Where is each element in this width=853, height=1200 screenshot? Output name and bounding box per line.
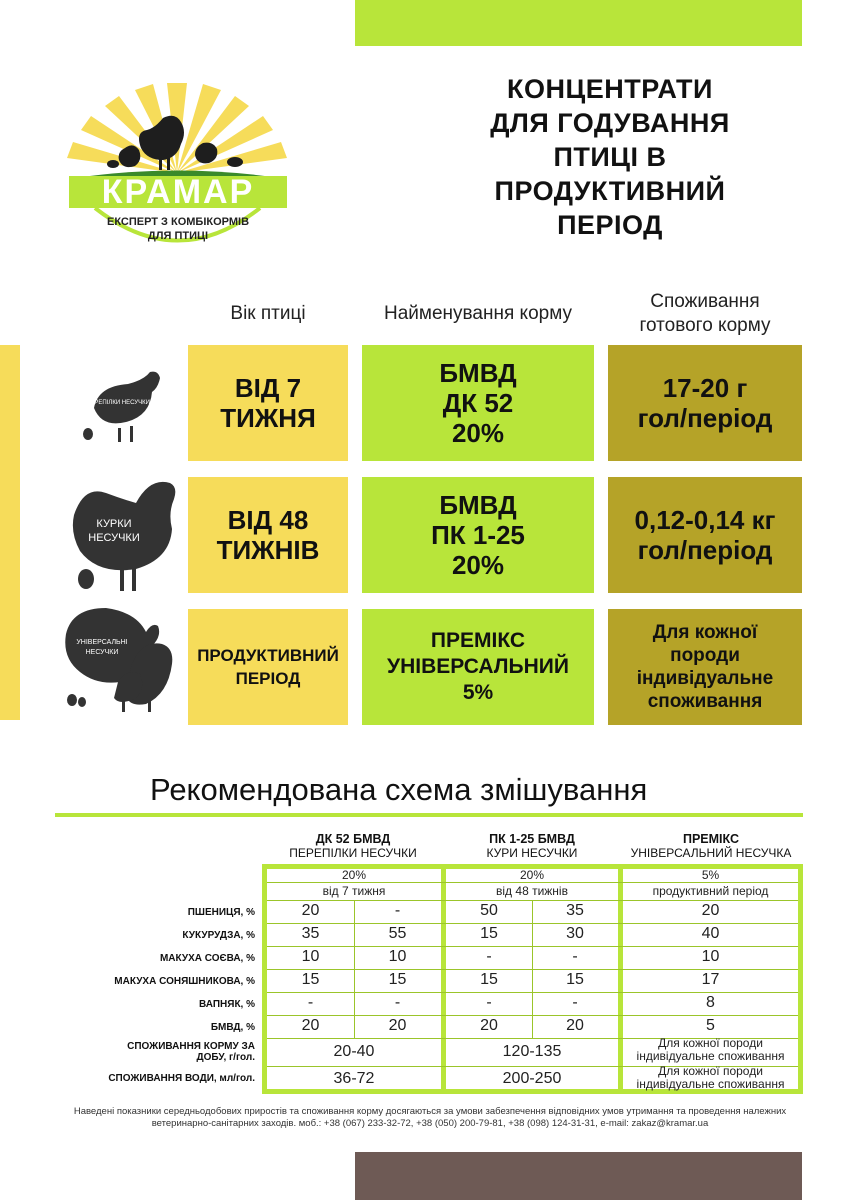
- row-label-soy-cake: МАКУХА СОЄВА, %: [159, 953, 255, 964]
- row-label-feed-consumption: СПОЖИВАННЯ КОРМУ ЗА ДОБУ, г/гол.: [127, 1041, 255, 1063]
- row-quail-consumption: 17-20 г гол/період: [608, 345, 802, 461]
- svg-text:ЕКСПЕРТ З КОМБІКОРМІВ: ЕКСПЕРТ З КОМБІКОРМІВ: [106, 216, 250, 228]
- hen-icon: [68, 475, 180, 597]
- g3-water-consumption: Для кожної породи індивідуальне споживання: [636, 1064, 785, 1091]
- svg-text:ПЕРЕПІЛКИ НЕСУЧКИ: ПЕРЕПІЛКИ НЕСУЧКИ: [86, 400, 150, 406]
- mix-heading-underline: [55, 813, 803, 817]
- g2-feed-consumption: 120-135: [502, 1043, 562, 1060]
- svg-text:КУРКИ: КУРКИ: [96, 518, 132, 530]
- g2-cell: 20: [480, 1017, 498, 1034]
- g2-cell: 20: [566, 1017, 584, 1034]
- bottom-accent-bar: [355, 1152, 802, 1200]
- g1-cell: 10: [301, 948, 320, 965]
- g1-period: від 7 тижня: [322, 884, 386, 898]
- g2-cell: -: [486, 948, 492, 965]
- mix-heading: Рекомендована схема змішування: [150, 772, 648, 807]
- kramar-logo: [55, 78, 300, 273]
- g1-cell: -: [394, 902, 401, 919]
- g1-cell: 10: [388, 948, 407, 965]
- svg-text:НЕСУЧКИ: НЕСУЧКИ: [88, 532, 140, 544]
- g1-cell: 55: [388, 925, 407, 942]
- row-universal-feed: ПРЕМІКС УНІВЕРСАЛЬНИЙ 5%: [362, 609, 594, 725]
- g1-water-consumption: 36-72: [333, 1070, 375, 1087]
- g1-cell: -: [307, 994, 314, 1011]
- g3-cell: 20: [701, 902, 720, 919]
- g1-cell: 15: [301, 971, 320, 988]
- g2-cell: 35: [566, 902, 584, 919]
- g1-cell: -: [394, 994, 401, 1011]
- side-stripe: [0, 345, 20, 720]
- g3-cell: 17: [701, 971, 720, 988]
- grid-line: [532, 900, 533, 1038]
- g2-cell: 30: [566, 925, 584, 942]
- col-header-age: Вік птиці: [230, 303, 306, 324]
- row-quail-age: ВІД 7 ТИЖНЯ: [188, 345, 348, 461]
- top-accent-bar: [355, 0, 802, 46]
- row-label-corn: КУКУРУДЗА, %: [182, 930, 255, 941]
- row-label-bmvd: БМВД, %: [210, 1022, 255, 1033]
- footnote: Наведені показники середньодобових приростів та споживання корму досягаються за умови забезпечення відповідних умов утримання та проведення належних ветеринарно-санітарних заходів. моб.: +38 (067) 233-32-72, +38 (050) 200-79-81, +38 (098) 124-31-31, e-mail: zakaz@kramar.ua: [73, 1106, 787, 1129]
- row-hen-consumption: 0,12-0,14 кг гол/період: [608, 477, 802, 593]
- g1-cell: 20: [388, 1017, 407, 1034]
- svg-text:УНІВЕРСАЛЬНІ: УНІВЕРСАЛЬНІ: [76, 639, 128, 646]
- g3-cell: 40: [701, 925, 720, 942]
- universal-birds-icon: [62, 604, 182, 716]
- grid-line: [354, 900, 355, 1038]
- row-label-water-consumption: СПОЖИВАННЯ ВОДИ, мл/гол.: [108, 1073, 255, 1084]
- g3-feed-consumption: Для кожної породи індивідуальне споживання: [636, 1036, 785, 1063]
- row-hen-feed: БМВД ПК 1-25 20%: [362, 477, 594, 593]
- page-title: КОНЦЕНТРАТИ ДЛЯ ГОДУВАННЯ ПТИЦІ В ПРОДУКТИВНИЙ ПЕРІОД: [490, 74, 730, 240]
- g2-cell: 15: [480, 925, 498, 942]
- group-header-dk52: ДК 52 БМВД ПЕРЕПІЛКИ НЕСУЧКИ: [289, 832, 417, 860]
- g3-cell: 8: [706, 994, 715, 1011]
- quail-icon: [78, 368, 168, 448]
- g3-period: продуктивний період: [652, 884, 769, 898]
- group-header-pk125: ПК 1-25 БМВД КУРИ НЕСУЧКИ: [486, 832, 578, 860]
- row-quail-feed: БМВД ДК 52 20%: [362, 345, 594, 461]
- grid-line: [267, 882, 798, 883]
- svg-text:ДЛЯ ПТИЦІ: ДЛЯ ПТИЦІ: [147, 230, 209, 242]
- g2-cell: 50: [480, 902, 498, 919]
- g2-cell: -: [572, 994, 578, 1011]
- group-header-premix: ПРЕМІКС УНІВЕРСАЛЬНИЙ НЕСУЧКА: [630, 832, 792, 860]
- col-header-feed: Найменування корму: [384, 303, 572, 324]
- g1-cell: 20: [301, 1017, 320, 1034]
- g2-cell: 15: [566, 971, 584, 988]
- row-universal-consumption: Для кожної породи індивідуальне споживання: [608, 609, 802, 725]
- g2-pct: 20%: [519, 868, 545, 882]
- g3-pct: 5%: [701, 868, 720, 882]
- row-hen-age: ВІД 48 ТИЖНІВ: [188, 477, 348, 593]
- g2-cell: -: [486, 994, 492, 1011]
- g2-period: від 48 тижнів: [496, 884, 568, 898]
- g1-pct: 20%: [341, 868, 367, 882]
- svg-text:НЕСУЧКИ: НЕСУЧКИ: [85, 649, 119, 656]
- row-label-wheat: ПШЕНИЦЯ, %: [187, 907, 255, 918]
- g1-feed-consumption: 20-40: [333, 1043, 375, 1060]
- g2-water-consumption: 200-250: [502, 1070, 562, 1087]
- g3-cell: 5: [706, 1017, 715, 1034]
- g3-cell: 10: [701, 948, 720, 965]
- col-header-consumption: Споживання готового корму: [639, 291, 771, 336]
- g2-cell: -: [572, 948, 578, 965]
- row-universal-age: ПРОДУКТИВНИЙ ПЕРІОД: [188, 609, 348, 725]
- g2-cell: 15: [480, 971, 498, 988]
- row-label-limestone: ВАПНЯК, %: [199, 999, 255, 1010]
- svg-text:КРАМАР: КРАМАР: [101, 173, 255, 211]
- g1-cell: 20: [301, 902, 320, 919]
- row-label-sunflower-cake: МАКУХА СОНЯШНИКОВА, %: [114, 976, 255, 987]
- g1-cell: 35: [301, 925, 320, 942]
- g1-cell: 15: [388, 971, 407, 988]
